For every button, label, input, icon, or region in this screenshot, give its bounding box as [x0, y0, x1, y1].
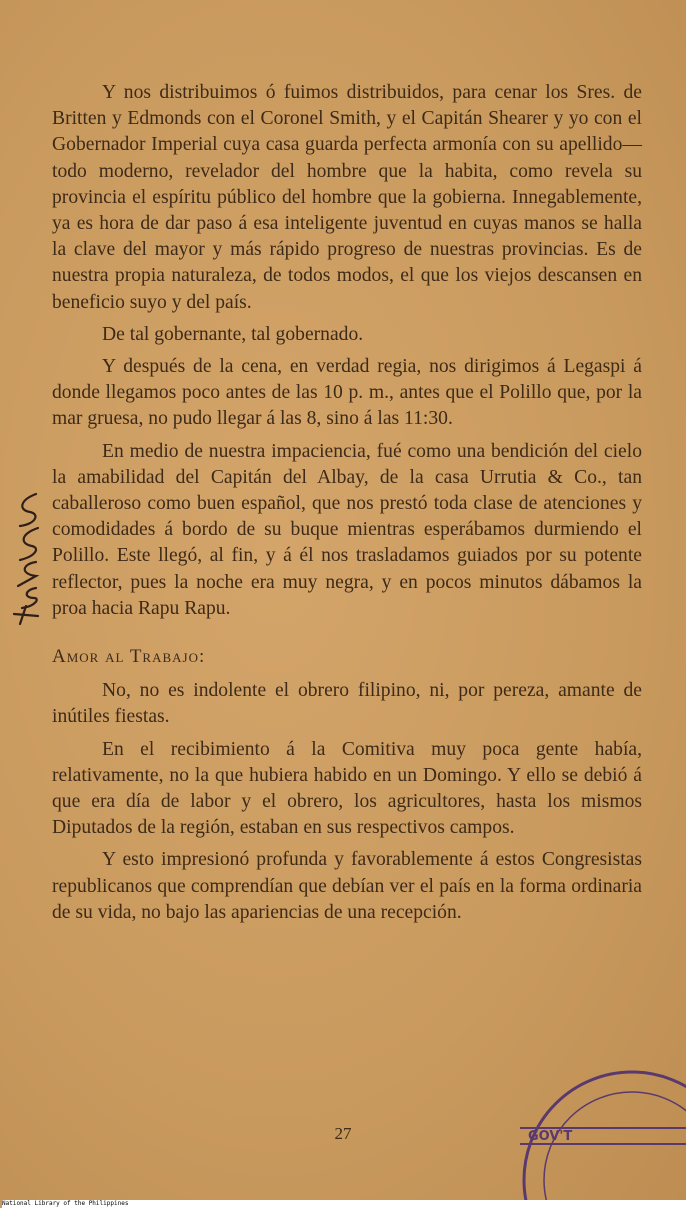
paragraph-2: De tal gobernante, tal gobernado.: [102, 323, 364, 345]
page-number: 27: [334, 1124, 352, 1143]
handwritten-accession-number: [6, 490, 46, 625]
paragraph-4: En medio de nuestra impaciencia, fué como una bendición del cielo la amabilidad del Capitán del Albay, de la casa Urrutia & Co., tan caballeroso como buen español, que nos prestó toda clase de atenciones y comodidades á bordo de su buque mientras esperábamos durmiendo el Polillo. Este llegó, al fin, y á él nos trasladamos guiados por su potente reflector, pues la noche era muy negra, y en pocos minutos dábamos la proa hacia Rapu Rapu.: [52, 440, 642, 619]
body-text: [52, 80, 642, 932]
paragraph-3: Y después de la cena, en verdad regia, nos dirigimos á Legaspi á donde llegamos poco antes de las 10 p. m., antes que el Polillo que, por la mar gruesa, no pudo llegar á las 8, sino á las 11:30.: [52, 356, 642, 430]
stamp-label: GOV'T: [528, 1129, 573, 1144]
paragraph-7: Y esto impresionó profunda y favorablemente á estos Congresistas republicanos que comprendían que debían ver el país en la forma ordinaria de su vida, no bajo las apariencias de una recepción.: [52, 849, 642, 923]
footer-credit: National Library of the Philippines: [2, 1200, 686, 1208]
paragraph-5: No, no es indolente el obrero filipino, ni, por pereza, amante de inútiles fiestas.: [52, 680, 642, 728]
paragraph-6: En el recibimiento á la Comitiva muy poca gente había, relativamente, no la que hubiera habido en un Domingo. Y ello se debió á que era día de labor y el obrero, los agricultores, hasta los mismos Diputados de la región, estaban en sus respectivos campos.: [52, 738, 642, 839]
section-heading: Amor al Trabajo:: [52, 646, 206, 668]
paragraph-1: Y nos distribuimos ó fuimos distribuidos, para cenar los Sres. de Britten y Edmonds con el Coronel Smith, y el Capitán Shearer y yo con el Gobernador Imperial cuya casa guarda perfecta armonía con su apellido—todo moderno, revelador del hombre que la habita, como revela su provincia el espíritu público del hombre que la gobierna. Innegablemente, ya es hora de dar paso á esa inteligente juventud en cuyas manos se halla la clave del mayor y más rápido progreso de nuestras provincias. Es de nuestra propia naturaleza, de todos modos, el que los viejos descansen en beneficio suyo y del país.: [52, 82, 642, 313]
